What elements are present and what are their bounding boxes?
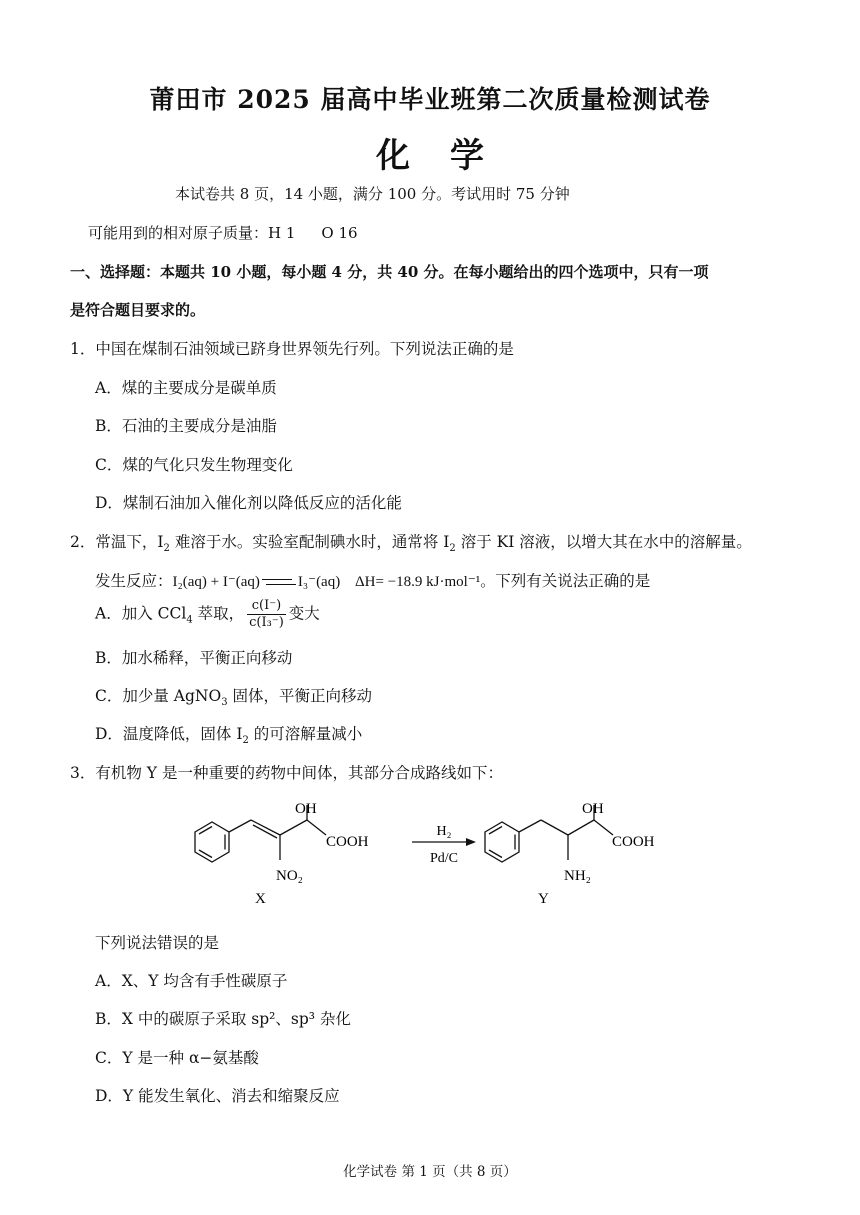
y-oh-label: OH (582, 801, 604, 817)
exam-title: 莆田市 2025 届高中毕业班第二次质量检测试卷 (149, 85, 711, 114)
q2-stem-part-a: 2．常温下， (70, 533, 158, 551)
question-1-option-d: D．煤制石油加入催化剂以降低反应的活化能 (95, 494, 402, 512)
question-2-option-d: D．温度降低，固体 $I_2$ 的可溶解量减小 (95, 725, 363, 747)
q2-enthalpy: ΔH= −18.9 kJ·mol⁻¹。 (355, 574, 496, 590)
question-2-reaction (95, 569, 650, 591)
y-cooh-label: COOH (612, 834, 655, 850)
question-3-stem: 3．有机物 Y 是一种重要的药物中间体，其部分合成路线如下： (70, 764, 503, 782)
q2-opt-a-part3: 变大 (288, 604, 320, 623)
exam-info: 本试卷共 8 页，14 小题，满分 100 分。考试用时 75 分钟 (175, 185, 570, 203)
question-3-option-d: D．Y 能发生氧化、消去和缩聚反应 (95, 1087, 340, 1105)
q2-opt-c-part2: 固体，平衡正向移动 (232, 687, 373, 705)
q2-stem-end: 下列有关说法正确的是 (495, 572, 651, 590)
q2-opt-c-part1: C．加少量 AgNO (95, 687, 222, 705)
q2-stem-part-b: 难溶于水。实验室配制碘水时，通常将 (174, 533, 444, 551)
equilibrium-arrow-icon (262, 577, 296, 587)
x-cooh-label: COOH (326, 834, 369, 850)
section-heading-line1: 一、选择题：本题共 10 小题，每小题 4 分，共 40 分。在每小题给出的四个选项中，只有一项 (70, 263, 709, 281)
question-1-option-a: A．煤的主要成分是碳单质 (95, 379, 277, 397)
reagent-pdc: Pd/C (429, 851, 459, 866)
atomic-mass-o: O 16 (321, 224, 358, 242)
synthesis-scheme (180, 790, 680, 920)
question-3-option-b: B．X 中的碳原子采取 sp²、sp³ 杂化 (95, 1010, 351, 1028)
question-2-option-c: C．加少量 AgNO$_3$ 固体，平衡正向移动 (95, 687, 373, 709)
question-1-option-c: C．煤的气化只发生物理变化 (95, 456, 293, 474)
q2-i2-second: I (443, 533, 450, 551)
fraction-numerator: c(I⁻) (247, 598, 286, 615)
page-footer: 化学试卷 第 1 页（共 8 页） (343, 1164, 517, 1180)
y-compound-label: Y (538, 891, 549, 907)
question-2-option-a: A．加入 CCl$_4$ 萃取， $\frac{c(I^-)}{\text{c(I₃⁻)}}$ 变大 (95, 598, 320, 630)
fraction-denominator: c(I₃⁻) (249, 615, 284, 630)
concentration-ratio-fraction (247, 598, 286, 631)
x-oh-label: OH (295, 801, 317, 817)
atomic-mass-h: H 1 (268, 224, 296, 242)
q2-stem-part-c: 溶于 KI 溶液，以增大其在水中的溶解量。 (460, 533, 752, 551)
q2-reaction-prefix: 发生反应： (95, 572, 173, 590)
q2-reaction-right: I₃⁻(aq) (297, 574, 341, 590)
q2-opt-d-part2: 的可溶解量减小 (253, 725, 363, 743)
q2-reaction-left: I₂(aq) + I⁻(aq) (172, 574, 260, 590)
x-compound-label: X (255, 891, 266, 907)
atomic-mass-label: 可能用到的相对原子质量： (88, 224, 269, 242)
subject-title: 化学 (376, 136, 524, 176)
question-3-prompt: 下列说法错误的是 (95, 934, 220, 952)
question-3-option-c: C．Y 是一种 α−氨基酸 (95, 1049, 259, 1067)
question-2-option-b: B．加水稀释，平衡正向移动 (95, 649, 293, 667)
q2-opt-a-part1: A．加入 CCl (95, 604, 187, 623)
y-nh2-label: NH₂ (564, 868, 591, 884)
q2-opt-d-part1: D．温度降低，固体 I (95, 725, 243, 743)
section-heading-line2: 是符合题目要求的。 (70, 301, 206, 319)
reaction-arrow-icon (466, 838, 476, 846)
question-1-stem: 1．中国在煤制石油领域已跻身世界领先行列。下列说法正确的是 (70, 340, 514, 358)
reagent-h2: H₂ (436, 824, 452, 839)
q2-opt-a-part2: 萃取， (197, 604, 245, 623)
atomic-mass-line (88, 222, 358, 243)
x-no2-label: NO₂ (276, 868, 303, 884)
question-1-option-b: B．石油的主要成分是油脂 (95, 417, 277, 435)
question-3-option-a: A．X、Y 均含有手性碳原子 (95, 972, 288, 990)
question-2-stem: 2．常温下，$I_2$ 难溶于水。实验室配制碘水时，通常将 $I_2$ 溶于 KI 溶液，以增大其在水中的溶解量。 (70, 533, 752, 555)
q2-i2: I (157, 533, 164, 551)
